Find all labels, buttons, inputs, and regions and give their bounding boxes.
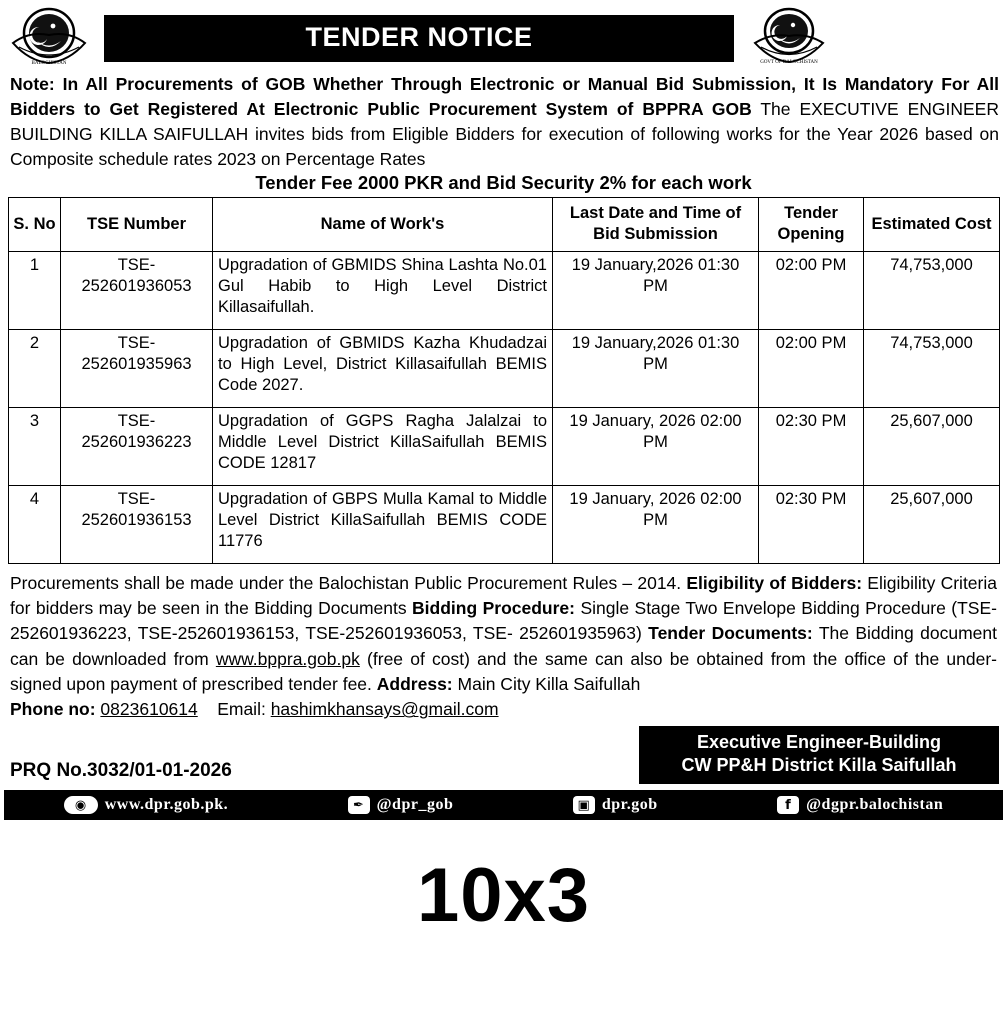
column-header-name-of-works: Name of Work's bbox=[213, 198, 553, 251]
bidding-procedure-text: Single Stage Two Envelope Bidding Procedure (TSE-252601936223, TSE-252601936153, TSE-252601936053, TSE- 252601935963) bbox=[10, 597, 997, 644]
tender-fee-line: Tender Fee 2000 PKR and Bid Security 2% for each work bbox=[255, 172, 752, 194]
cell-last-date: 19 January,2026 01:30 PM bbox=[553, 251, 759, 329]
cell-tender-opening: 02:00 PM bbox=[759, 329, 864, 407]
instagram-icon: ▣ bbox=[573, 796, 595, 814]
cell-name-of-work: Upgradation of GBMIDS Kazha Khudadzai to High Level, District Killasaifullah BEMIS Code 2027. bbox=[213, 329, 553, 407]
ad-size-label: 10x3 bbox=[416, 853, 591, 939]
cell-tse-number: TSE-252601935963 bbox=[61, 329, 213, 407]
cell-estimated-cost: 74,753,000 bbox=[864, 329, 1000, 407]
twitter-icon: ✒ bbox=[348, 796, 370, 814]
table-header-row bbox=[9, 198, 1000, 251]
facebook-icon: f bbox=[777, 796, 799, 814]
table-row bbox=[9, 407, 1000, 485]
cell-serial: 4 bbox=[9, 485, 61, 563]
email-address[interactable]: hashimkhansays@gmail.com bbox=[270, 699, 499, 720]
signature-row bbox=[0, 720, 1007, 784]
footer-twitter-text: @dpr_gob bbox=[376, 796, 454, 814]
signature-line-2: CW PP&H District Killa Saifullah bbox=[681, 755, 957, 776]
column-header-tse-number: TSE Number bbox=[61, 198, 213, 251]
cell-name-of-work: Upgradation of GBMIDS Shina Lashta No.01 Gul Habib to High Level District Killasaifullah. bbox=[213, 251, 553, 329]
tender-documents-label: Tender Documents: bbox=[648, 623, 813, 644]
cell-last-date: 19 January, 2026 02:00 PM bbox=[553, 407, 759, 485]
footer-item-website[interactable] bbox=[64, 796, 228, 814]
cell-tse-number: TSE-252601936223 bbox=[61, 407, 213, 485]
table-row bbox=[9, 485, 1000, 563]
bppra-website-link[interactable]: www.bppra.gob.pk bbox=[215, 648, 360, 669]
cell-name-of-work: Upgradation of GBPS Mulla Kamal to Middle Level District KillaSaifullah BEMIS CODE 11776 bbox=[213, 485, 553, 563]
note-bold-text: In All Procurements of GOB Whether Through Electronic or Manual Bid Submission, It Is Mandatory For All Bidders to Get Registered At Electronic Public Procurement System of BPPRA GOB bbox=[10, 74, 999, 119]
footer-instagram-text: dpr.gob bbox=[601, 796, 658, 814]
page-header bbox=[0, 0, 1007, 70]
note-block bbox=[0, 70, 1007, 171]
table-row bbox=[9, 329, 1000, 407]
note-label: Note: bbox=[10, 74, 55, 94]
footer-website-text: www.dpr.gob.pk. bbox=[104, 796, 229, 814]
column-header-estimated-cost: Estimated Cost bbox=[864, 198, 1000, 251]
contact-line bbox=[0, 697, 1007, 720]
cell-last-date: 19 January,2026 01:30 PM bbox=[553, 329, 759, 407]
social-footer bbox=[4, 790, 1003, 820]
government-crest-left-icon bbox=[6, 7, 92, 69]
cell-tender-opening: 02:30 PM bbox=[759, 407, 864, 485]
government-crest-right-icon bbox=[746, 7, 832, 69]
cell-tender-opening: 02:30 PM bbox=[759, 485, 864, 563]
footer-item-instagram[interactable] bbox=[573, 796, 658, 814]
note-body-text: The EXECUTIVE ENGINEER BUILDING KILLA SAIFULLAH invites bids from Eligible Bidders for execution of following works for the Year 2026 based on Composite schedule rates 2023 on Percentage Rates bbox=[10, 98, 999, 169]
eligibility-text: Eligibility Criteria for bidders may be seen in the Bidding Documents bbox=[10, 572, 997, 618]
terms-paragraph bbox=[0, 564, 1007, 698]
cell-name-of-work: Upgradation of GGPS Ragha Jalalzai to Middle Level District KillaSaifullah BEMIS CODE 12817 bbox=[213, 407, 553, 485]
globe-icon: ◉ bbox=[64, 796, 98, 814]
cell-serial: 3 bbox=[9, 407, 61, 485]
signature-block bbox=[639, 726, 999, 785]
tender-documents-text-2: (free of cost) and the same can also be obtained from the office of the under-signed upon payment of prescribed tender fee. bbox=[10, 648, 998, 695]
tender-documents-text: The Bidding document can be downloaded from bbox=[10, 623, 997, 669]
cell-serial: 1 bbox=[9, 251, 61, 329]
cell-estimated-cost: 74,753,000 bbox=[864, 251, 1000, 329]
cell-tse-number: TSE-252601936053 bbox=[61, 251, 213, 329]
address-label: Address: bbox=[376, 674, 453, 695]
phone-label: Phone no: bbox=[10, 699, 96, 720]
column-header-tender-opening: Tender Opening bbox=[759, 198, 864, 251]
cell-estimated-cost: 25,607,000 bbox=[864, 407, 1000, 485]
procurement-rules-text: Procurements shall be made under the Balochistan Public Procurement Rules – 2014. bbox=[10, 572, 682, 593]
column-header-last-date: Last Date and Time of Bid Submission bbox=[553, 198, 759, 251]
page-title: TENDER NOTICE bbox=[104, 15, 734, 62]
cell-tse-number: TSE-252601936153 bbox=[61, 485, 213, 563]
cell-estimated-cost: 25,607,000 bbox=[864, 485, 1000, 563]
cell-last-date: 19 January, 2026 02:00 PM bbox=[553, 485, 759, 563]
cell-serial: 2 bbox=[9, 329, 61, 407]
signature-line-1: Executive Engineer-Building bbox=[696, 731, 942, 752]
phone-number[interactable]: 0823610614 bbox=[100, 699, 198, 720]
eligibility-label: Eligibility of Bidders: bbox=[686, 572, 863, 593]
bidding-procedure-label: Bidding Procedure: bbox=[412, 597, 575, 618]
footer-item-facebook[interactable] bbox=[777, 796, 943, 814]
svg-text:BALOCHISTAN: BALOCHISTAN bbox=[31, 61, 67, 66]
email-label: Email: bbox=[217, 699, 266, 720]
cell-tender-opening: 02:00 PM bbox=[759, 251, 864, 329]
svg-text:GOVT OF BALOCHISTAN: GOVT OF BALOCHISTAN bbox=[760, 60, 818, 65]
prq-number: PRQ No.3032/01-01-2026 bbox=[10, 760, 232, 782]
footer-facebook-text: @dgpr.balochistan bbox=[806, 796, 944, 814]
column-header-serial: S. No bbox=[9, 198, 61, 251]
footer-item-twitter[interactable] bbox=[348, 796, 454, 814]
address-text: Main City Killa Saifullah bbox=[457, 674, 641, 695]
tender-table bbox=[8, 197, 1000, 563]
table-row bbox=[9, 251, 1000, 329]
